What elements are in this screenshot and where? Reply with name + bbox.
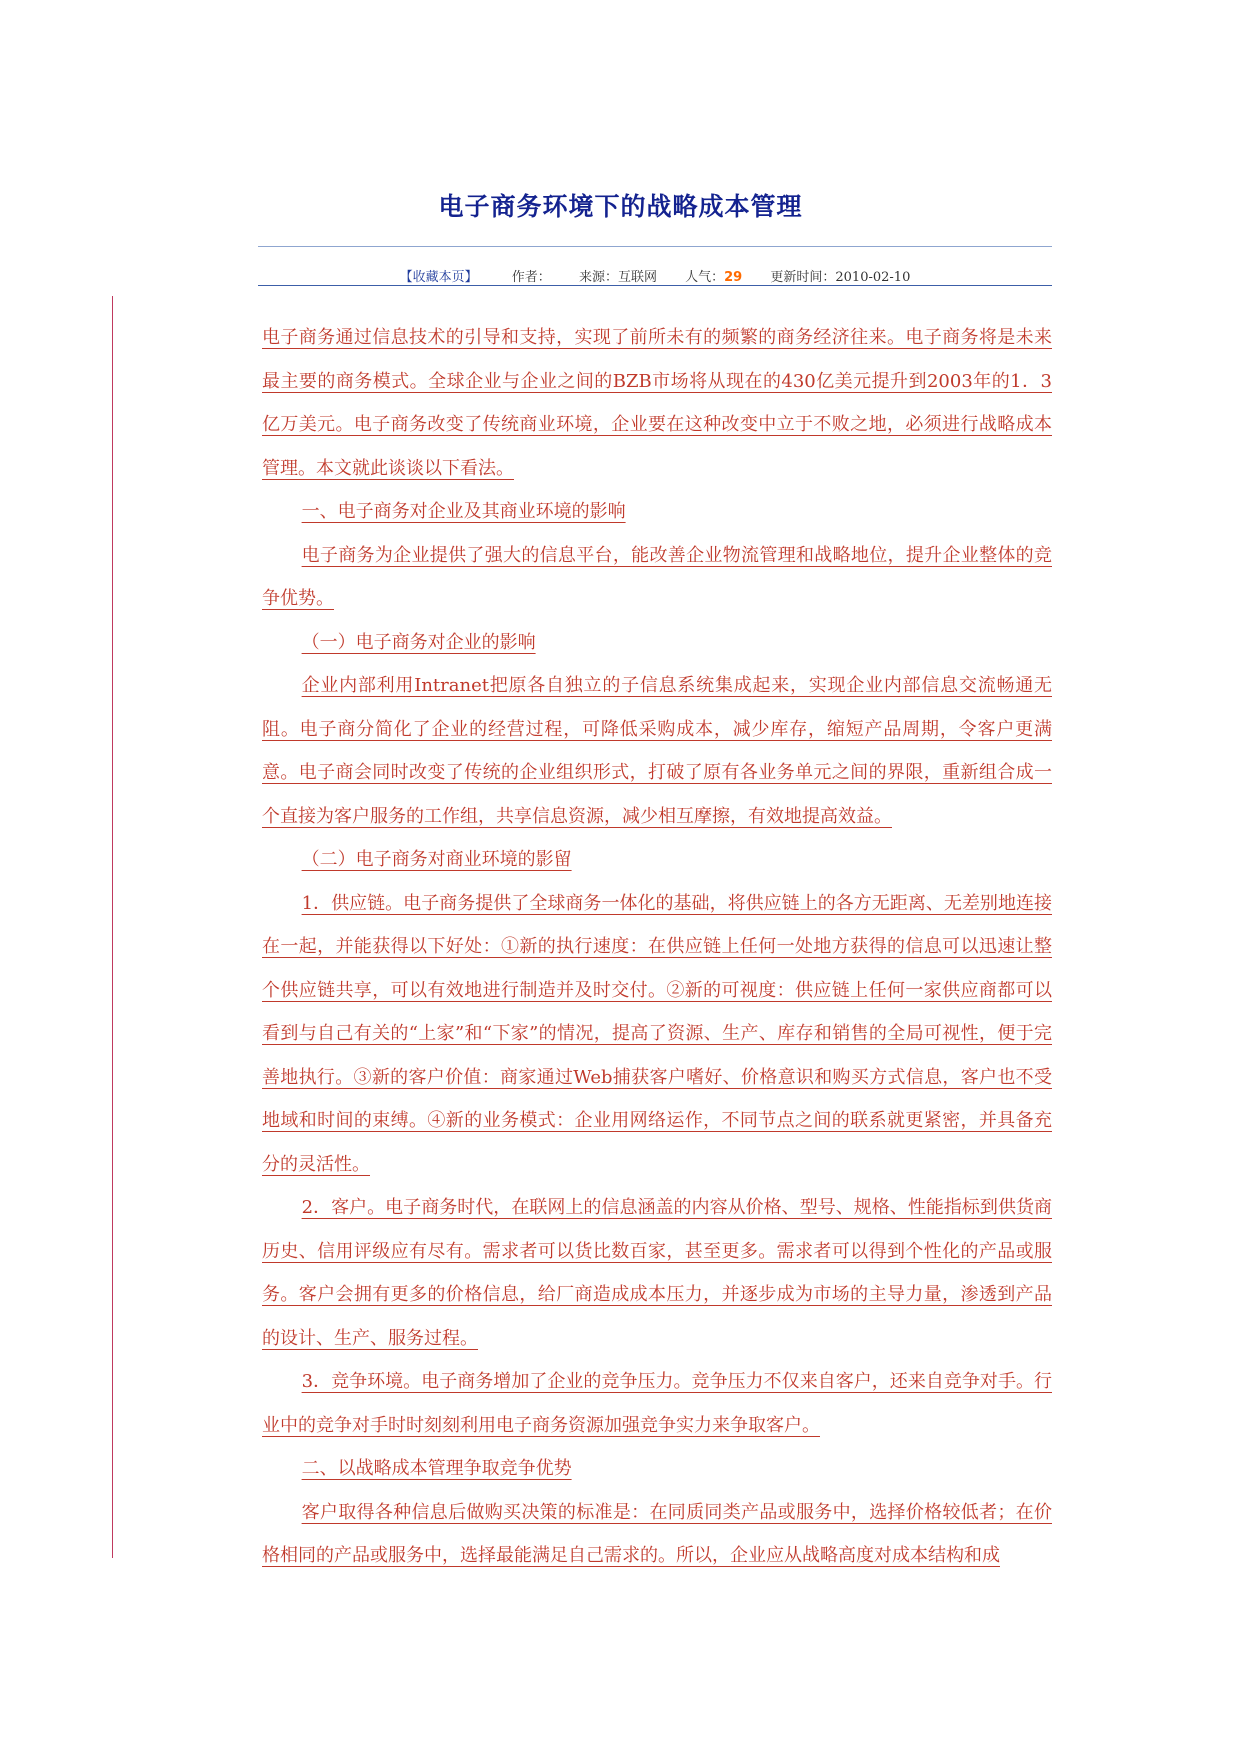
paragraph-supply-chain: 1．供应链。电子商务提供了全球商务一体化的基础，将供应链上的各方无距离、无差别地连接在一起，并能获得以下好处：①新的执行速度：在供应链上任何一处地方获得的信息可以迅速让整个供应链共享，可以有效地进行制造并及时交付。②新的可视度：供应链上任何一家供应商都可以看到与自己有关的“上家”和“下家”的情况，提高了资源、生产、库存和销售的全局可视性，便于完善地执行。③新的客户价值：商家通过Web捕获客户嗜好、价格意识和购买方式信息，客户也不受地域和时间的束缚。④新的业务模式：企业用网络运作，不同节点之间的联系就更紧密，并具备充分的灵活性。 bbox=[262, 892, 1052, 1175]
favorite-link[interactable]: 【收藏本页】 bbox=[399, 270, 478, 285]
updated-label: 更新时间： bbox=[770, 270, 836, 285]
hits-field bbox=[685, 270, 742, 285]
paragraph: 企业内部利用Intranet把原各自独立的子信息系统集成起来，实现企业内部信息交流畅通无阻。电子商分简化了企业的经营过程，可降低采购成本，减少库存，缩短产品周期，令客户更满意。电子商会同时改变了传统的企业组织形式，打破了原有各业务单元之间的界限，重新组合成一个直接为客户服务的工作组，共享信息资源，减少相互摩擦，有效地提高效益。 bbox=[262, 675, 1052, 827]
page-title: 电子商务环境下的战略成本管理 bbox=[438, 192, 803, 221]
revision-margin-line bbox=[112, 296, 113, 1558]
subsection-heading-2: （二）电子商务对商业环境的影留 bbox=[301, 849, 572, 870]
updated-value: 2010-02-10 bbox=[835, 270, 911, 285]
paragraph-customers: 2．客户。电子商务时代，在联网上的信息涵盖的内容从价格、型号、规格、性能指标到供货商历史、信用评级应有尽有。需求者可以货比数百家，甚至更多。需求者可以得到个性化的产品或服务。客户会拥有更多的价格信息，给厂商造成成本压力，并逐步成为市场的主导力量，渗透到产品的设计、生产、服务过程。 bbox=[262, 1197, 1052, 1349]
source-label: 来源： bbox=[578, 270, 618, 285]
meta-divider bbox=[258, 285, 1052, 286]
article-body bbox=[262, 316, 1052, 1578]
paragraph: 客户取得各种信息后做购买决策的标准是：在同质同类产品或服务中，选择价格较低者；在价格相同的产品或服务中，选择最能满足自己需求的。所以，企业应从战略高度对成本结构和成 bbox=[262, 1501, 1052, 1566]
subsection-heading-1: （一）电子商务对企业的影响 bbox=[301, 631, 536, 653]
title-divider bbox=[258, 246, 1052, 247]
source-value: 互联网 bbox=[617, 270, 657, 285]
paragraph: 电子商务为企业提供了强大的信息平台，能改善企业物流管理和战略地位，提升企业整体的竞争优势。 bbox=[262, 544, 1052, 609]
article-meta-bar bbox=[258, 266, 1052, 285]
source-field bbox=[579, 270, 657, 285]
updated-field bbox=[770, 270, 910, 285]
hits-value: 29 bbox=[724, 270, 743, 285]
section-heading-1: 一、电子商务对企业及其商业环境的影响 bbox=[301, 501, 626, 522]
section-heading-2: 二、以战略成本管理争取竞争优势 bbox=[301, 1458, 572, 1479]
hits-label: 人气： bbox=[685, 270, 725, 285]
author-label: 作者： bbox=[511, 270, 551, 285]
paragraph-intro: 电子商务通过信息技术的引导和支持，实现了前所未有的频繁的商务经济往来。电子商务将是未来最主要的商务模式。全球企业与企业之间的BZB市场将从现在的430亿美元提升到2003年的1．3亿万美元。电子商务改变了传统商业环境，企业要在这种改变中立于不败之地，必须进行战略成本管理。本文就此谈谈以下看法。 bbox=[262, 327, 1052, 479]
paragraph-competition: 3．竞争环境。电子商务增加了企业的竞争压力。竞争压力不仅来自客户，还来自竞争对手。行业中的竞争对手时时刻刻利用电子商务资源加强竞争实力来争取客户。 bbox=[262, 1371, 1052, 1436]
